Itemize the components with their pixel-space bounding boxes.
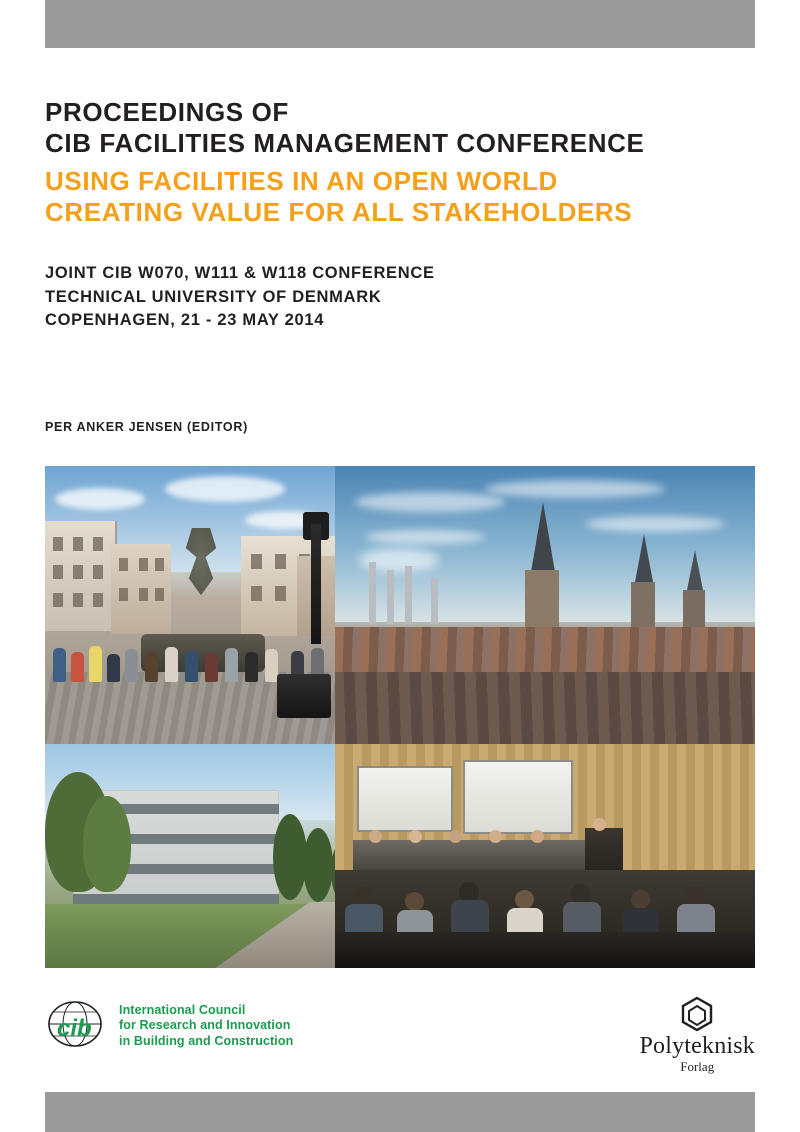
cib-logo [45, 998, 293, 1054]
rooftops-foreground [335, 672, 755, 744]
chimney [387, 570, 394, 624]
cib-logo-line-3: in Building and Construction [119, 1033, 294, 1048]
modern-building-photo [45, 744, 335, 968]
panelist-head [409, 830, 422, 843]
chimney [369, 562, 376, 624]
tower [683, 590, 705, 632]
conference-meta-block [45, 262, 745, 333]
projection-screen [357, 766, 453, 832]
panelist-head [489, 830, 502, 843]
chimney [405, 566, 412, 624]
bench [277, 674, 331, 718]
top-grey-bar [45, 0, 755, 48]
street-lamp-post [311, 524, 321, 644]
building [111, 544, 171, 634]
cib-logo-text [119, 1003, 293, 1050]
tree [303, 828, 333, 902]
polyteknisk-logo-name: Polyteknisk [639, 1033, 755, 1059]
cloud [355, 492, 505, 512]
copenhagen-skyline-photo [335, 466, 755, 744]
spire [635, 534, 653, 582]
panelist-head [369, 830, 382, 843]
cover-image-montage [45, 466, 755, 968]
fountain-square-photo [45, 466, 335, 744]
cib-logo-line-1: International Council [119, 1002, 246, 1017]
panelist-head [449, 830, 462, 843]
title-line-3: USING FACILITIES IN AN OPEN WORLD [45, 166, 558, 196]
cloud [55, 488, 145, 510]
cloud [585, 516, 725, 532]
title-line-1: PROCEEDINGS OF [45, 97, 289, 127]
polyteknisk-logo [639, 996, 755, 1075]
polyteknisk-logo-subtitle: Forlag [680, 1059, 715, 1074]
cloud [165, 476, 285, 502]
tower [631, 582, 655, 632]
editor-credit: PER ANKER JENSEN (EDITOR) [45, 420, 248, 434]
audience-tables [335, 932, 755, 968]
conference-room-photo [335, 744, 755, 968]
cloud [365, 530, 485, 544]
panelist-head [531, 830, 544, 843]
panel-table [353, 840, 603, 874]
logo-row [45, 992, 755, 1074]
church-spire [531, 502, 555, 572]
projection-screen [463, 760, 573, 834]
tree [83, 796, 131, 892]
meta-line-location-date: COPENHAGEN, 21 - 23 MAY 2014 [45, 311, 325, 329]
meta-line-conference: JOINT CIB W070, W111 & W118 CONFERENCE [45, 264, 435, 282]
title-line-4: CREATING VALUE FOR ALL STAKEHOLDERS [45, 197, 633, 227]
tree [273, 814, 307, 900]
title-block [45, 97, 775, 228]
clock-tower [525, 570, 559, 632]
svg-text:cib: cib [57, 1015, 92, 1042]
title-line-2: CIB FACILITIES MANAGEMENT CONFERENCE [45, 128, 645, 158]
cib-logo-mark [45, 998, 109, 1054]
cloud [485, 480, 665, 498]
building [45, 521, 117, 631]
speaker-head [593, 818, 606, 831]
cib-logo-line-2: for Research and Innovation [119, 1018, 291, 1033]
polyteknisk-logo-mark [680, 996, 714, 1032]
bottom-grey-bar [45, 1092, 755, 1132]
meta-line-university: TECHNICAL UNIVERSITY OF DENMARK [45, 287, 382, 306]
chimney [431, 578, 438, 624]
spire [687, 550, 703, 590]
